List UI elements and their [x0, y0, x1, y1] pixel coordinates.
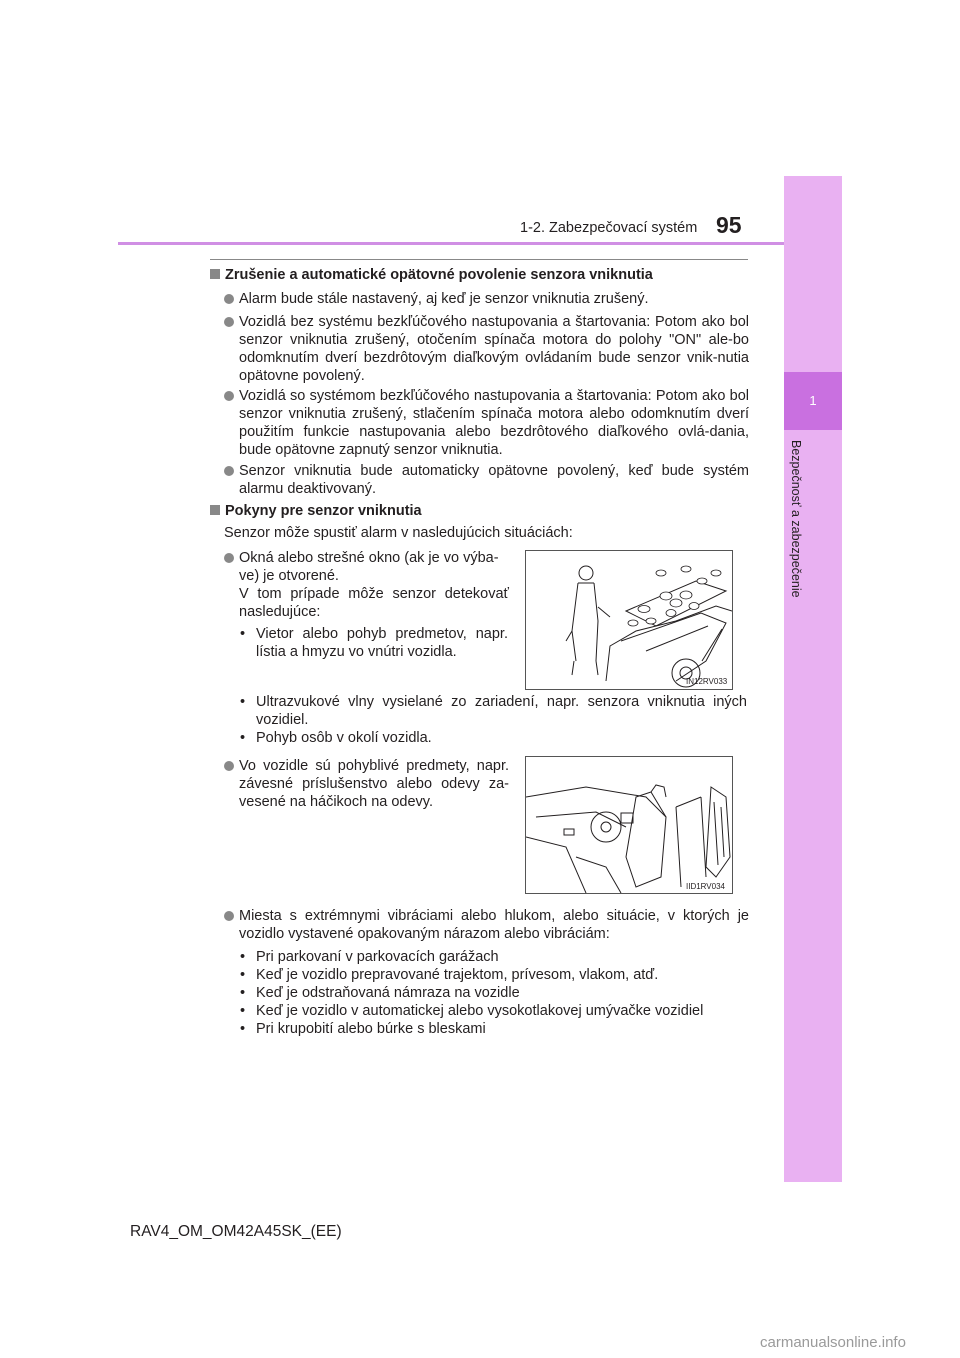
- page-number: 95: [716, 212, 742, 238]
- figure-code: IN12RV033: [686, 677, 728, 686]
- list-item: • Pri parkovaní v parkovacích garážach: [240, 949, 499, 965]
- square-marker-icon: [210, 505, 220, 515]
- section-heading-2: Pokyny pre senzor vniknutia: [210, 503, 422, 519]
- figure-open-sunroof: [525, 550, 733, 690]
- list-item: Vo vozidle sú pohyblivé predmety, napr. závesné príslušenstvo alebo odevy za-vesené na háčikoch na odevy.: [224, 757, 509, 811]
- section-intro: Senzor môže spustiť alarm v nasledujúcich situáciách:: [224, 525, 573, 541]
- bullet-icon: [224, 391, 234, 401]
- chapter-title: Bezpečnosť a zabezpečenie: [789, 440, 803, 598]
- content-rule: [210, 259, 748, 260]
- list-item: • Keď je odstraňovaná námraza na vozidle: [240, 985, 520, 1001]
- car-sunroof-illustration: [526, 551, 732, 689]
- list-item: • Vietor alebo pohyb predmetov, napr. lístia a hmyzu vo vnútri vozidla.: [240, 626, 508, 660]
- list-item: Miesta s extrémnymi vibráciami alebo hlukom, alebo situácie, v ktorých je vozidlo vystavené opakovaným nárazom alebo vibráciám:: [224, 907, 749, 943]
- figure-car-interior: [525, 756, 733, 894]
- bullet-icon: [224, 553, 234, 563]
- list-item: • Keď je vozidlo v automatickej alebo vysokotlakovej umývačke vozidiel: [240, 1003, 704, 1019]
- square-marker-icon: [210, 269, 220, 279]
- watermark: carmanualsonline.info: [760, 1334, 906, 1351]
- chapter-side-tab: [784, 176, 842, 1182]
- list-item: Okná alebo strešné okno (ak je vo výba- ve) je otvorené.: [224, 549, 509, 585]
- bullet-icon: [224, 317, 234, 327]
- document-code: RAV4_OM_OM42A45SK_(EE): [130, 1223, 342, 1240]
- list-item: • Ultrazvukové vlny vysielané zo zariadení, napr. senzora vniknutia iných vozidiel.: [240, 694, 747, 728]
- section-heading-1: Zrušenie a automatické opätovné povolenie senzora vniknutia: [210, 267, 653, 283]
- bullet-icon: [224, 761, 234, 771]
- chapter-number: 1: [784, 372, 842, 430]
- bullet-icon: [224, 294, 234, 304]
- figure-code: IID1RV034: [686, 882, 725, 891]
- list-item: Senzor vniknutia bude automaticky opätovne povolený, keď bude systém alarmu deaktivovaný.: [224, 462, 749, 498]
- note-text: V tom prípade môže senzor detekovať nasledujúce:: [239, 586, 509, 620]
- list-item: • Pohyb osôb v okolí vozidla.: [240, 730, 432, 746]
- list-item: • Pri krupobití alebo búrke s bleskami: [240, 1021, 486, 1037]
- bullet-icon: [224, 466, 234, 476]
- section-title: 1-2. Zabezpečovací systém: [520, 220, 698, 236]
- bullet-icon: [224, 911, 234, 921]
- car-interior-illustration: [526, 757, 732, 893]
- list-item: Alarm bude stále nastavený, aj keď je senzor vniknutia zrušený.: [224, 290, 749, 308]
- header-rule: [118, 242, 784, 245]
- list-item: • Keď je vozidlo prepravované trajektom, prívesom, vlakom, atď.: [240, 967, 659, 983]
- list-item: Vozidlá so systémom bezkľúčového nastupovania a štartovania: Potom ako bol senzor vniknutia zrušený, stlačením spínača motora alebo odomknutím dverí použitím funkcie nastupovania alebo bezdrôtového diaľkového ovlá-dania, bude opätovne zapnutý senzor vniknutia.: [224, 387, 749, 459]
- list-item: Vozidlá bez systému bezkľúčového nastupovania a štartovania: Potom ako bol senzor vniknutia zrušený, otočením spínača motora do polohy "ON" ale-bo odomknutím dverí bezdrôtovým diaľkovým ovládaním bude senzor vnik-nutia opätovne povolený.: [224, 313, 749, 385]
